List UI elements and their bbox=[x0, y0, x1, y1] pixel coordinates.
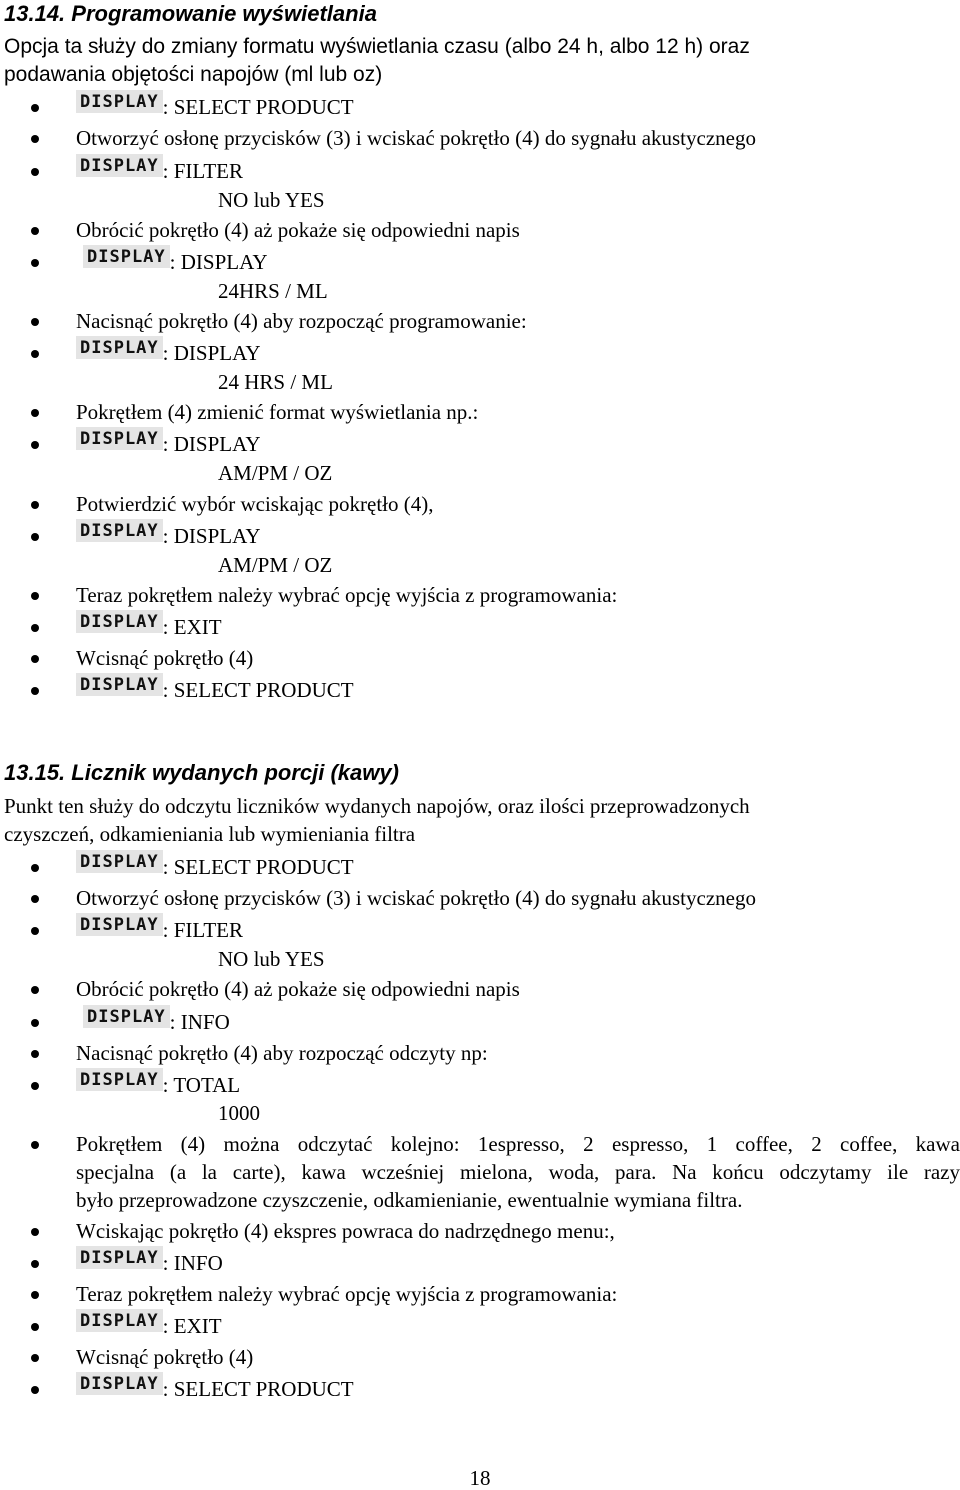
instruction-text: Wcisnąć pokrętło (4) bbox=[76, 646, 254, 670]
list-item bbox=[0, 156, 960, 186]
display-message: : DISPLAY bbox=[162, 432, 261, 456]
list-item bbox=[0, 397, 960, 427]
list-item bbox=[0, 675, 960, 705]
list-item bbox=[0, 1311, 960, 1341]
list-item bbox=[0, 1374, 960, 1404]
list-item bbox=[0, 643, 960, 673]
list-item bbox=[0, 915, 960, 945]
display-message: : FILTER bbox=[162, 159, 243, 183]
list-item bbox=[0, 580, 960, 610]
display-message: : SELECT PRODUCT bbox=[162, 678, 354, 702]
display-logo: DISPLAY bbox=[76, 1246, 163, 1269]
instruction-text: Otworzyć osłonę przycisków (3) i wciskać pokrętło (4) do sygnału akustycznego bbox=[76, 886, 756, 910]
bullet bbox=[31, 624, 39, 632]
bullet bbox=[31, 135, 39, 143]
instruction-text: Nacisnąć pokrętło (4) aby rozpocząć programowanie: bbox=[76, 309, 527, 333]
display-message: : SELECT PRODUCT bbox=[162, 95, 354, 119]
page-number: 18 bbox=[469, 1466, 491, 1490]
bullet bbox=[31, 687, 39, 695]
list-item bbox=[0, 215, 960, 245]
instruction-text: Pokrętłem (4) zmienić format wyświetlania np.: bbox=[76, 400, 479, 424]
instruction-text: Teraz pokrętłem należy wybrać opcję wyjścia z programowania: bbox=[76, 583, 618, 607]
list-item bbox=[0, 883, 960, 913]
display-message: : EXIT bbox=[162, 615, 222, 639]
display-message: : DISPLAY bbox=[169, 250, 268, 274]
list-item bbox=[0, 521, 960, 551]
instruction-text: Wciskając pokrętło (4) ekspres powraca do nadrzędnego menu:, bbox=[76, 1219, 615, 1243]
list-item bbox=[0, 123, 960, 153]
list-item bbox=[0, 612, 960, 642]
bullet bbox=[31, 1050, 39, 1058]
bullet bbox=[31, 655, 39, 663]
display-logo: DISPLAY bbox=[76, 427, 163, 450]
bullet bbox=[31, 318, 39, 326]
bullet bbox=[31, 1141, 39, 1149]
bullet bbox=[31, 104, 39, 112]
display-message: : SELECT PRODUCT bbox=[162, 1377, 354, 1401]
counter-description-paragraph bbox=[76, 1130, 960, 1214]
list-item bbox=[0, 1007, 960, 1037]
instruction-text: Otworzyć osłonę przycisków (3) i wciskać pokrętło (4) do sygnału akustycznego bbox=[76, 126, 756, 150]
bullet bbox=[31, 927, 39, 935]
display-logo: DISPLAY bbox=[76, 90, 163, 113]
bullet bbox=[31, 350, 39, 358]
display-logo: DISPLAY bbox=[76, 1372, 163, 1395]
list-item bbox=[0, 1070, 960, 1100]
display-logo: DISPLAY bbox=[76, 913, 163, 936]
display-second-line: AM/PM / OZ bbox=[218, 461, 333, 485]
list-item bbox=[0, 247, 960, 277]
bullet bbox=[31, 1019, 39, 1027]
bullet bbox=[31, 986, 39, 994]
bullet bbox=[31, 1260, 39, 1268]
bullet bbox=[31, 1228, 39, 1236]
display-message: : EXIT bbox=[162, 1314, 222, 1338]
display-logo: DISPLAY bbox=[76, 673, 163, 696]
section-title-portion-counter: 13.15. Licznik wydanych porcji (kawy) bbox=[4, 760, 399, 785]
section-intro-line: podawania objętości napojów (ml lub oz) bbox=[4, 63, 383, 86]
list-item bbox=[0, 92, 960, 122]
bullet bbox=[31, 227, 39, 235]
display-message: : INFO bbox=[169, 1010, 230, 1034]
bullet bbox=[31, 1354, 39, 1362]
display-message: : INFO bbox=[162, 1251, 223, 1275]
display-logo: DISPLAY bbox=[83, 1005, 170, 1028]
display-message: : DISPLAY bbox=[162, 524, 261, 548]
display-logo: DISPLAY bbox=[76, 1309, 163, 1332]
display-message: : FILTER bbox=[162, 918, 243, 942]
display-message: : DISPLAY bbox=[162, 341, 261, 365]
section-intro-line: czyszczeń, odkamieniania lub wymieniania filtra bbox=[4, 822, 416, 846]
paragraph-line: było przeprowadzone czyszczenie, odkamienianie, ewentualnie wymiana filtra. bbox=[76, 1188, 743, 1212]
bullet bbox=[31, 441, 39, 449]
bullet bbox=[31, 1082, 39, 1090]
list-item bbox=[0, 1279, 960, 1309]
instruction-text: Teraz pokrętłem należy wybrać opcję wyjścia z programowania: bbox=[76, 1282, 618, 1306]
section-intro-line: Opcja ta służy do zmiany formatu wyświetlania czasu (albo 24 h, albo 12 h) oraz bbox=[4, 35, 750, 58]
section-intro-line: Punkt ten służy do odczytu liczników wydanych napojów, oraz ilości przeprowadzonych bbox=[4, 794, 750, 818]
bullet bbox=[31, 864, 39, 872]
display-second-line: NO lub YES bbox=[218, 947, 325, 971]
paragraph-line: Pokrętłem (4) można odczytać kolejno: 1espresso, 2 espresso, 1 coffee, 2 coffee, kawa bbox=[76, 1132, 960, 1156]
display-message: : SELECT PRODUCT bbox=[162, 855, 354, 879]
display-logo: DISPLAY bbox=[83, 245, 170, 268]
instruction-text: Wcisnąć pokrętło (4) bbox=[76, 1345, 254, 1369]
bullet bbox=[31, 168, 39, 176]
instruction-text: Nacisnąć pokrętło (4) aby rozpocząć odczyty np: bbox=[76, 1041, 488, 1065]
display-second-line: NO lub YES bbox=[218, 188, 325, 212]
bullet bbox=[31, 895, 39, 903]
bullet bbox=[31, 501, 39, 509]
display-logo: DISPLAY bbox=[76, 610, 163, 633]
bullet bbox=[31, 1291, 39, 1299]
display-logo: DISPLAY bbox=[76, 154, 163, 177]
display-logo: DISPLAY bbox=[76, 850, 163, 873]
bullet bbox=[31, 259, 39, 267]
display-logo: DISPLAY bbox=[76, 336, 163, 359]
bullet bbox=[31, 1386, 39, 1394]
bullet bbox=[31, 409, 39, 417]
paragraph-line: specjalna (a la carte), kawa wcześniej mielona, woda, para. Na końcu odczytamy ile razy bbox=[76, 1160, 960, 1184]
display-second-line: AM/PM / OZ bbox=[218, 553, 333, 577]
instruction-text: Potwierdzić wybór wciskając pokrętło (4), bbox=[76, 492, 434, 516]
list-item bbox=[0, 338, 960, 368]
list-item bbox=[0, 489, 960, 519]
list-item bbox=[0, 1216, 960, 1246]
display-logo: DISPLAY bbox=[76, 1068, 163, 1091]
list-item bbox=[0, 1038, 960, 1068]
list-item bbox=[0, 974, 960, 1004]
display-second-line: 24 HRS / ML bbox=[218, 370, 333, 394]
bullet bbox=[31, 1323, 39, 1331]
bullet bbox=[31, 592, 39, 600]
display-second-line: 1000 bbox=[218, 1101, 260, 1125]
instruction-text: Obrócić pokrętło (4) aż pokaże się odpowiedni napis bbox=[76, 977, 520, 1001]
display-logo: DISPLAY bbox=[76, 519, 163, 542]
list-item bbox=[0, 429, 960, 459]
list-item bbox=[0, 306, 960, 336]
list-item bbox=[0, 852, 960, 882]
display-second-line: 24HRS / ML bbox=[218, 279, 328, 303]
display-message: : TOTAL bbox=[162, 1073, 241, 1097]
list-item bbox=[0, 1248, 960, 1278]
instruction-text: Obrócić pokrętło (4) aż pokaże się odpowiedni napis bbox=[76, 218, 520, 242]
list-item bbox=[0, 1342, 960, 1372]
bullet bbox=[31, 533, 39, 541]
section-title-display-programming: 13.14. Programowanie wyświetlania bbox=[4, 1, 377, 26]
